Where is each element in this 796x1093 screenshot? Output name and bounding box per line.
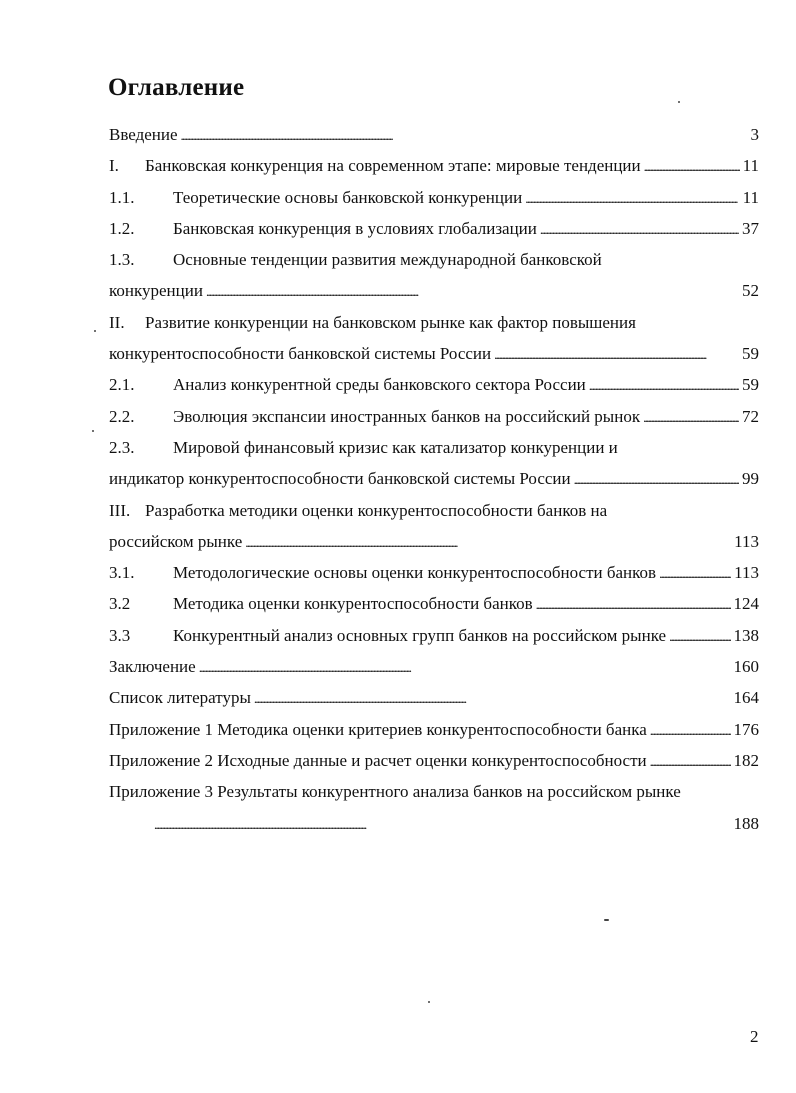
toc-entry-chapter-3[interactable] [109,495,759,526]
toc-entry-title: Банковская конкуренция в условиях глобализации [173,218,537,238]
toc-entry-number: 1.2. [109,218,135,238]
toc-entry-page: 176 [733,719,759,739]
toc-entry-conclusion[interactable] [109,651,759,682]
toc-entry-title-continued: конкуренции [109,281,203,301]
dot-leader [669,620,730,652]
toc-entry-appendix-3[interactable] [109,776,759,807]
toc-entry-page: 59 [742,375,759,395]
toc-entry-number: 2.2. [109,406,135,426]
toc-entry-page: 113 [734,531,759,551]
toc-entry-section-2-2[interactable] [109,401,759,432]
toc-entry-title: Анализ конкурентной среды банковского сектора России [173,375,586,395]
toc-entry-introduction[interactable] [109,119,759,150]
dot-leader [650,714,731,746]
toc-entry-page: 113 [734,563,759,583]
toc-entry-title: Заключение [109,657,196,677]
toc-entry-chapter-1[interactable] [109,150,759,181]
toc-entry-number: 3.3 [109,625,131,645]
toc-entry-appendix-2[interactable] [109,745,759,776]
toc-entry-page: 52 [742,281,759,301]
toc-entry-page: 182 [733,750,759,770]
toc-entry-title: Эволюция экспансии иностранных банков на российский рынок [173,406,641,426]
toc-entry-title-continued: конкурентоспособности банковской системы России [109,344,492,364]
toc-entry-number: 2.1. [109,375,135,395]
dot-leader [540,213,739,245]
toc-entry-number: 3.1. [109,563,135,583]
dot-leader [574,463,739,495]
toc-entry-section-1-1[interactable] [109,182,759,213]
page-number: 2 [750,1027,759,1046]
toc-entry-page: 138 [733,625,759,645]
toc-entry-page: 11 [742,187,759,207]
dot-leader [659,557,731,589]
scan-speck [428,1001,430,1003]
toc-entry-title: Методологические основы оценки конкурентоспособности банков [173,563,657,583]
toc-entry-section-3-1[interactable] [109,557,759,588]
dot-leader [154,808,731,840]
toc-entry-page: 37 [742,218,759,238]
toc-entry-number: 2.3. [109,437,135,457]
toc-entry-appendix-1[interactable] [109,714,759,745]
dot-leader [536,588,731,620]
toc-entry-page: 11 [742,156,759,176]
toc-entry-number: I. [109,156,119,176]
toc-entry-title: Приложение 3 Результаты конкурентного анализа банков на российском рынке [109,782,681,802]
toc-entry-page: 124 [733,594,759,614]
toc-entry-number: 3.2 [109,594,131,614]
toc-entry-number: 1.1. [109,187,135,207]
toc-entry-section-2-1[interactable] [109,369,759,400]
toc-entry-appendix-3-cont[interactable] [109,808,759,839]
toc-entry-section-2-3-cont[interactable] [109,463,759,494]
toc-entry-page: 99 [742,469,759,489]
toc-entry-page: 164 [733,688,759,708]
dot-leader [199,651,731,683]
toc-entry-page: 3 [750,125,759,144]
dot-leader [589,369,739,401]
toc-entry-page: 72 [742,406,759,426]
toc-entry-chapter-2-cont[interactable] [109,338,759,369]
toc-entry-chapter-2[interactable] [109,307,759,338]
toc-entry-title-continued: индикатор конкурентоспособности банковской системы России [109,469,571,489]
toc-entry-number: II. [109,312,125,332]
scan-speck [604,919,609,921]
toc-entry-page: 160 [733,657,759,677]
toc-entry-title: Приложение 1 Методика оценки критериев конкурентоспособности банка [109,719,647,739]
toc-entry-title: Конкурентный анализ основных групп банков на российском рынке [173,625,667,645]
toc-entry-title-continued: российском рынке [109,531,243,551]
toc-entry-section-1-2[interactable] [109,213,759,244]
dot-leader [650,745,731,777]
dot-leader [206,275,739,307]
toc-entry-number: 1.3. [109,250,135,270]
toc-entry-section-1-3[interactable] [109,244,759,275]
scan-speck [678,101,680,103]
toc-entry-chapter-3-cont[interactable] [109,526,759,557]
dot-leader [245,526,731,558]
toc-entry-section-3-2[interactable] [109,588,759,619]
page-title: Оглавление [108,74,245,101]
toc-entry-section-3-3[interactable] [109,620,759,651]
toc-entry-title: Введение [109,125,178,144]
dot-leader [643,401,739,433]
toc-entry-title: Приложение 2 Исходные данные и расчет оценки конкурентоспособности [109,750,647,770]
toc-entry-title: Основные тенденции развития международной банковской [173,250,602,270]
toc-entry-title: Банковская конкуренция на современном этапе: мировые тенденции [145,156,641,176]
toc-entry-page: 188 [733,813,759,833]
toc-entry-title: Теоретические основы банковской конкуренции [173,187,523,207]
toc-entry-title: Список литературы [109,688,251,708]
toc-entry-number: III. [109,500,131,520]
toc-entry-title: Методика оценки конкурентоспособности банков [173,594,533,614]
dot-leader [525,182,739,214]
dot-leader [494,338,739,370]
toc-entry-section-1-3-cont[interactable] [109,275,759,306]
toc-entry-bibliography[interactable] [109,682,759,713]
toc-entry-title: Развитие конкуренции на банковском рынке как фактор повышения [145,312,636,332]
toc-entry-title: Разработка методики оценки конкурентоспособности банков на [145,500,608,520]
toc-entry-title: Мировой финансовый кризис как катализатор конкуренции и [173,437,618,457]
dot-leader [181,119,748,151]
dot-leader [644,150,740,182]
scan-speck [92,430,94,432]
toc-entry-section-2-3[interactable] [109,432,759,463]
scan-speck [94,330,96,332]
dot-leader [254,682,731,714]
toc-entry-page: 59 [742,344,759,364]
table-of-contents [109,119,759,839]
